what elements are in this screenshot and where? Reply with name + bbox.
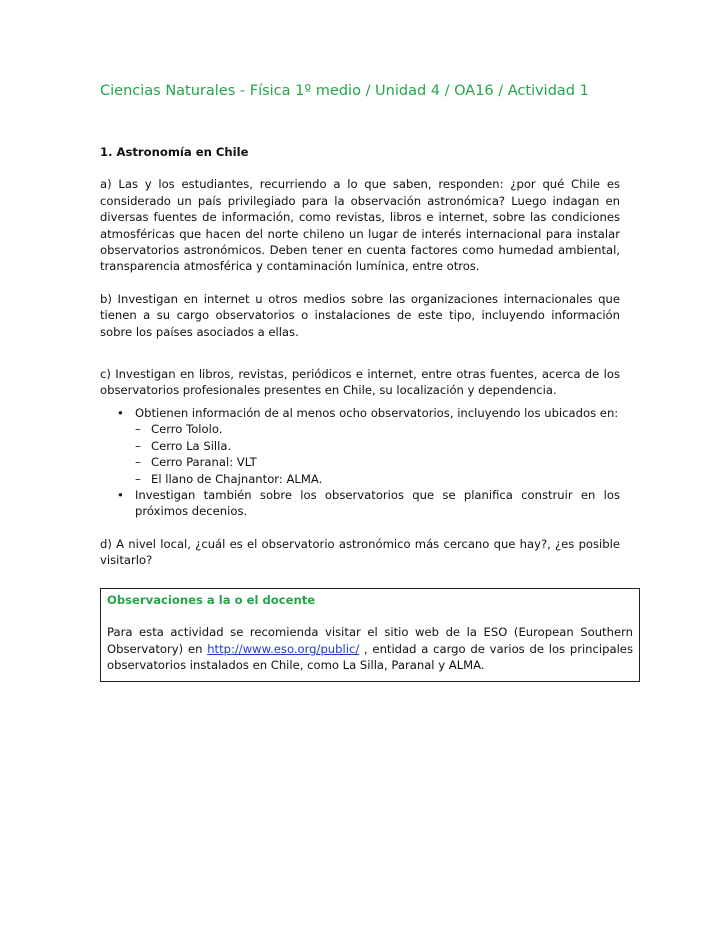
- observatory-bullet-list: [100, 405, 620, 520]
- bullet-text: Investigan también sobre los observatorios que se planifica construir en los próximos decenios.: [135, 487, 620, 519]
- notes-title: Observaciones a la o el docente: [107, 593, 316, 607]
- sublist-text: Cerro Paranal: VLT: [151, 455, 257, 470]
- sublist-item: [135, 454, 620, 470]
- bullet-icon: •: [117, 487, 124, 502]
- paragraph-d: d) A nivel local, ¿cuál es el observatorio astronómico más cercano que hay?, ¿es posible visitarlo?: [100, 536, 620, 568]
- paragraph-b: b) Investigan en internet u otros medios sobre las organizaciones internacionales que tienen a su cargo observatorios o instalaciones de este tipo, incluyendo información sobre los países asociados a ellas.: [100, 291, 620, 339]
- dash-icon: –: [135, 422, 141, 437]
- dash-icon: –: [135, 438, 141, 453]
- sublist-item: [135, 471, 620, 487]
- section-title: 1. Astronomía en Chile: [100, 145, 249, 159]
- page-breadcrumb: Ciencias Naturales - Física 1º medio / Unidad 4 / OA16 / Actividad 1: [100, 83, 589, 99]
- sublist-item: [135, 421, 620, 437]
- sublist-text: Cerro La Silla.: [151, 438, 232, 453]
- observatory-sublist: [135, 421, 620, 487]
- notes-text: [107, 624, 633, 673]
- bullet-text: Obtienen información de al menos ocho observatorios, incluyendo los ubicados en:: [135, 405, 619, 420]
- sublist-text: El llano de Chajnantor: ALMA.: [151, 471, 323, 486]
- notes-text-before-link: Para esta actividad se recomienda visitar el sitio web de la ESO (European Southern Observatory) en: [107, 625, 633, 656]
- activity-content: [100, 144, 620, 569]
- teacher-notes-box: [100, 588, 640, 682]
- bullet-icon: •: [117, 405, 124, 420]
- paragraph-a: a) Las y los estudiantes, recurriendo a lo que saben, responden: ¿por qué Chile es considerado un país privilegiado para la observación astronómica? Luego indagan en diversas fuentes de información, como revistas, libros e internet, sobre las condiciones atmosféricas que hacen del norte chileno un lugar de interés internacional para instalar observatorios astronómicos. Deben tener en cuenta factores como humedad ambiental, transparencia atmosférica y contaminación lumínica, entre otros.: [100, 177, 620, 274]
- bullet-item: [100, 405, 620, 487]
- eso-link[interactable]: http://www.eso.org/public/: [207, 641, 360, 656]
- dash-icon: –: [135, 455, 141, 470]
- bullet-item: [100, 487, 620, 520]
- paragraph-c: c) Investigan en libros, revistas, periódicos e internet, entre otras fuentes, acerca de los observatorios profesionales presentes en Chile, su localización y dependencia.: [100, 367, 620, 398]
- sublist-item: [135, 438, 620, 454]
- dash-icon: –: [135, 471, 141, 486]
- notes-text-after-link: , entidad a cargo de varios de los principales observatorios instalados en Chile, como La Silla, Paranal y ALMA.: [107, 641, 633, 673]
- sublist-text: Cerro Tololo.: [151, 422, 223, 437]
